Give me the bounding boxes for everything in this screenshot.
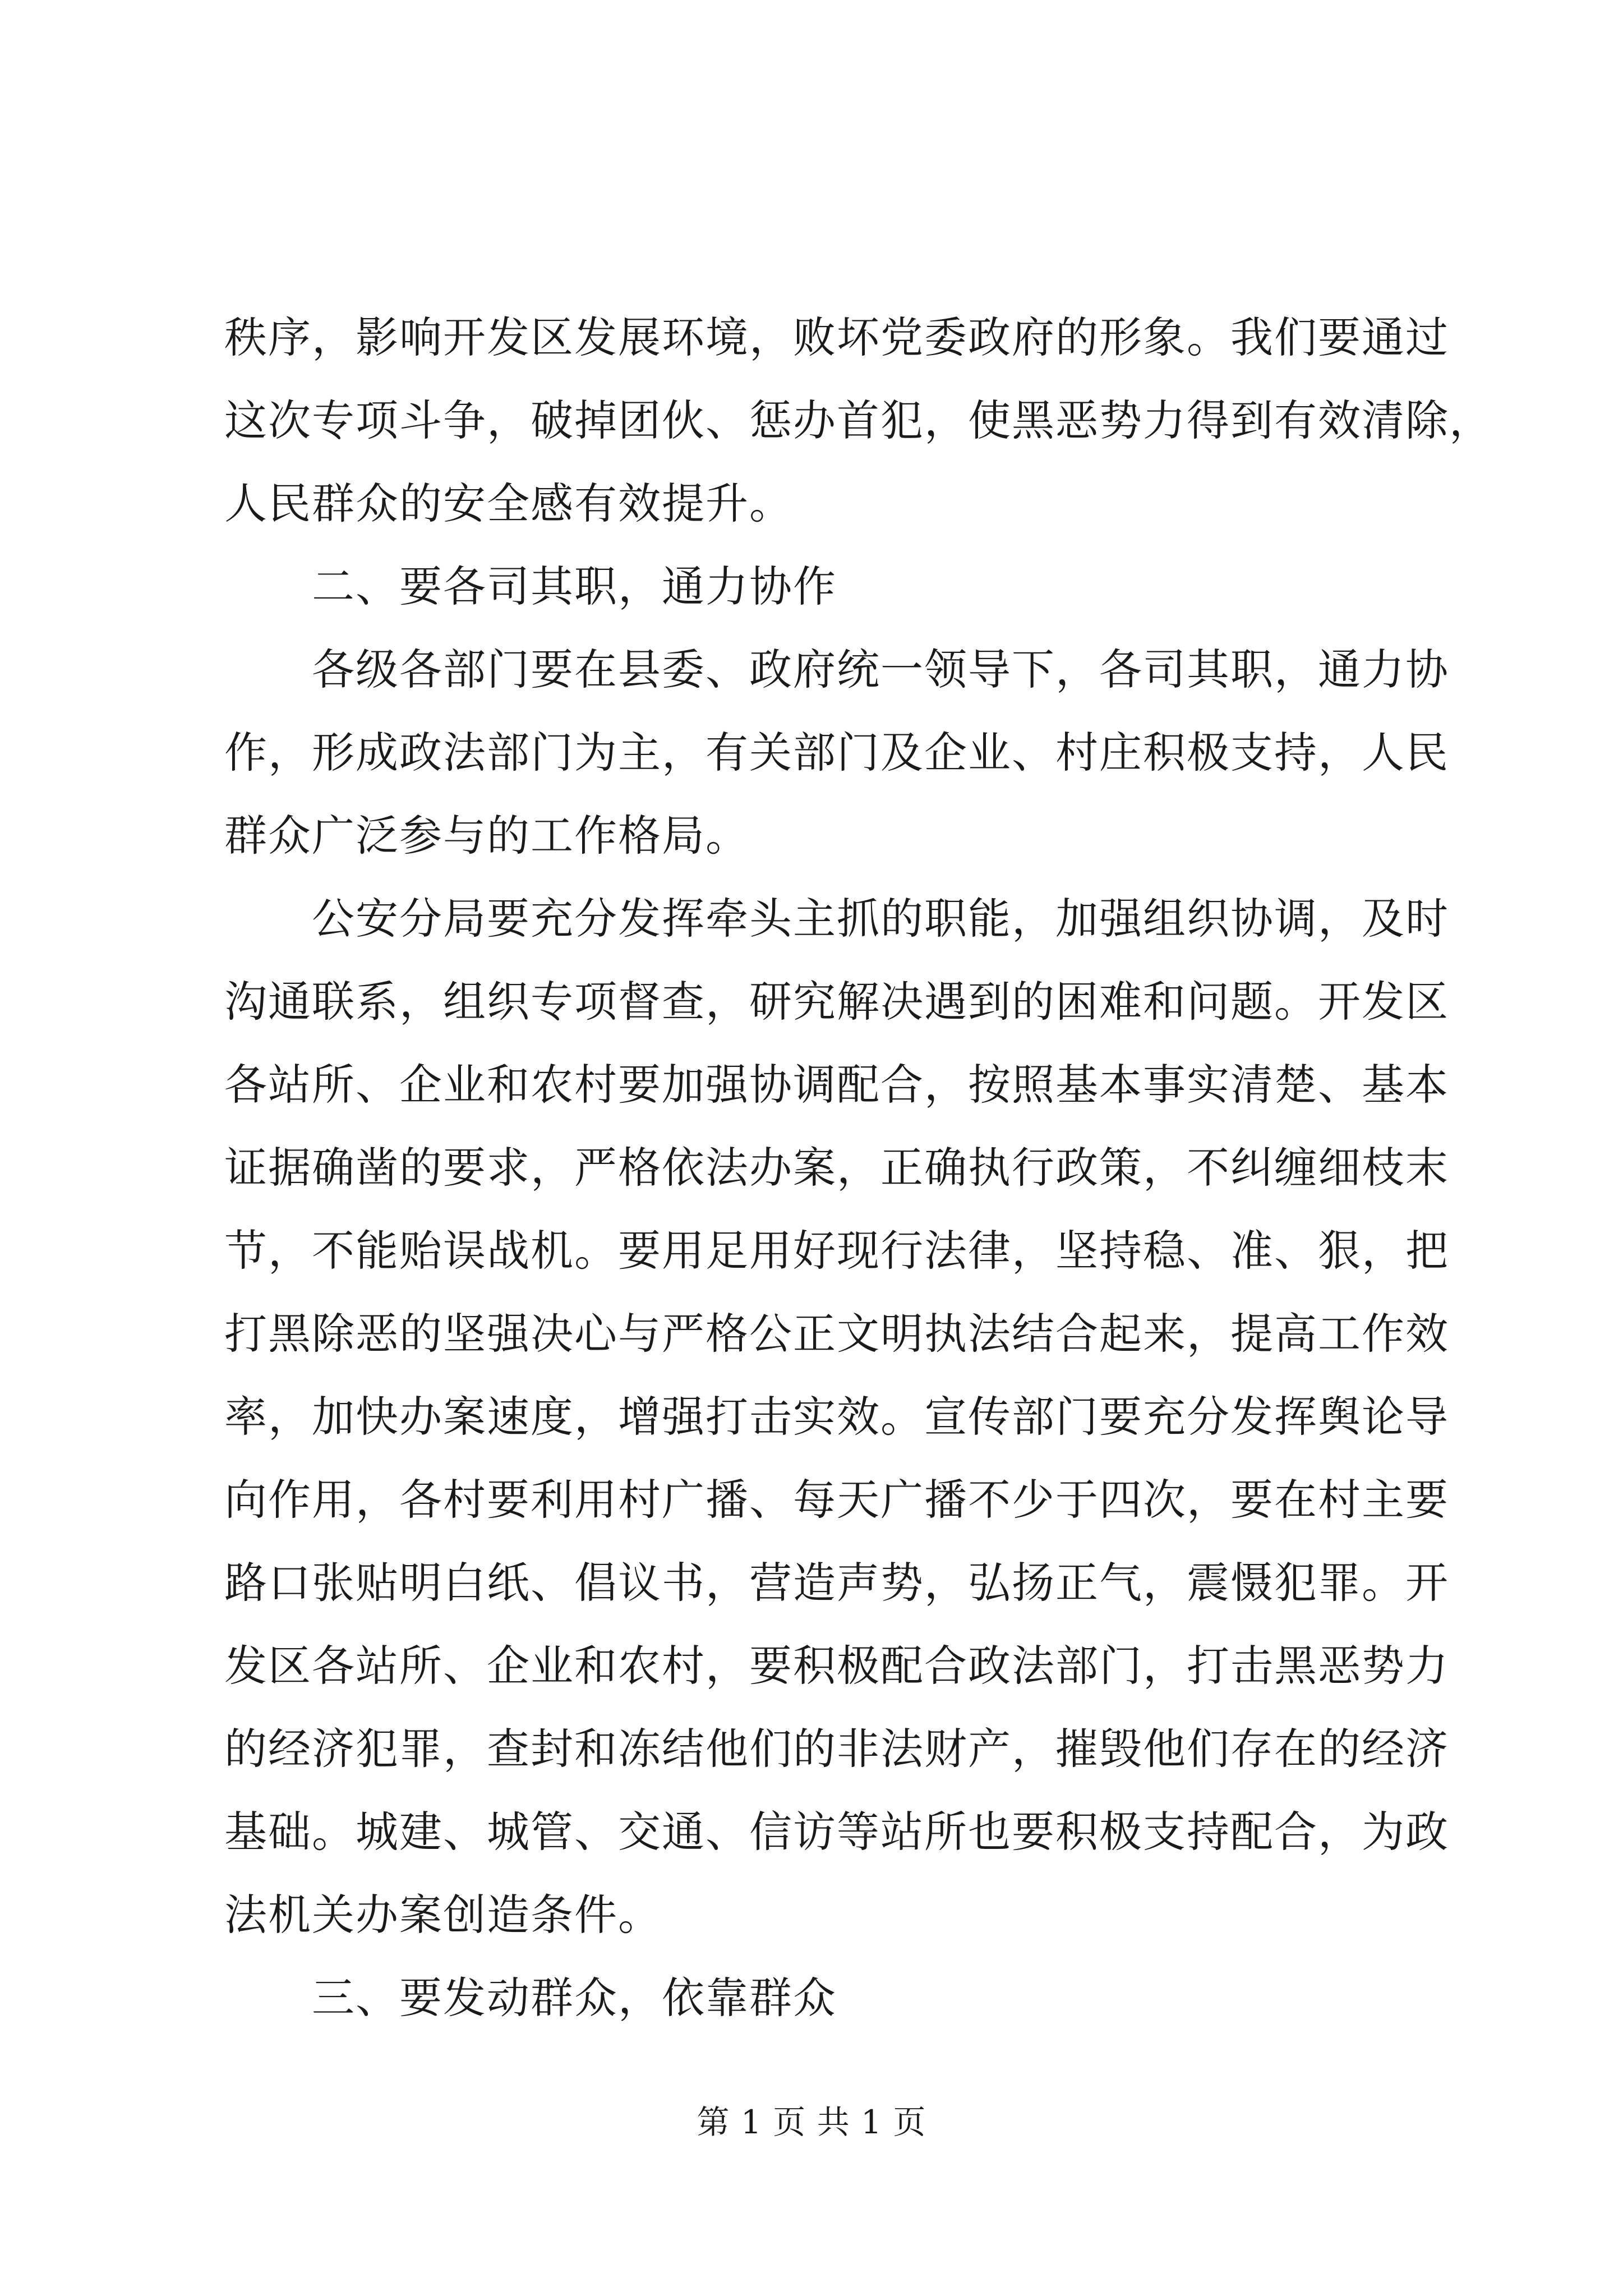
document-body: [224, 296, 1493, 2040]
text-line: 作，形成政法部门为主，有关部门及企业、村庄积极支持，人民: [224, 728, 1449, 777]
text-line: 人民群众的安全感有效提升。: [224, 478, 793, 528]
text-line: 发区各站所、企业和农村，要积极配合政法部门，打击黑恶势力: [224, 1641, 1449, 1691]
text-line: 基础。城建、城管、交通、信访等站所也要积极支持配合，为政: [224, 1807, 1449, 1857]
text-line: 打黑除恶的坚强决心与严格公正文明执法结合起来，提高工作效: [224, 1309, 1449, 1359]
text-line: 向作用，各村要利用村广播、每天广播不少于四次，要在村主要: [224, 1475, 1449, 1525]
text-line: 证据确凿的要求，严格依法办案，正确执行政策，不纠缠细枝末: [224, 1143, 1449, 1193]
text-line: 秩序，影响开发区发展环境，败坏党委政府的形象。我们要通过: [224, 312, 1449, 362]
text-line: 各站所、企业和农村要加强协调配合，按照基本事实清楚、基本: [224, 1060, 1449, 1110]
text-line: 率，加快办案速度，增强打击实效。宣传部门要充分发挥舆论导: [224, 1392, 1449, 1442]
text-line: 法机关办案创造条件。: [224, 1890, 662, 1940]
text-line: 公安分局要充分发挥牵头主抓的职能，加强组织协调，及时: [312, 894, 1449, 944]
text-line: 路口张贴明白纸、倡议书，营造声势，弘扬正气，震慑犯罪。开: [224, 1558, 1449, 1608]
text-line: 群众广泛参与的工作格局。: [224, 811, 749, 861]
text-line: 各级各部门要在县委、政府统一领导下，各司其职，通力协: [312, 645, 1449, 694]
section-heading: 二、要各司其职，通力协作: [312, 562, 837, 611]
text-line: 沟通联系，组织专项督查，研究解决遇到的困难和问题。开发区: [224, 977, 1449, 1027]
section-heading: 三、要发动群众，依靠群众: [312, 1973, 837, 2023]
page-number-footer: 第 1 页 共 1 页: [697, 2103, 926, 2141]
text-line: 节，不能贻误战机。要用足用好现行法律，坚持稳、准、狠，把: [224, 1226, 1449, 1276]
text-line: 的经济犯罪，查封和冻结他们的非法财产，摧毁他们存在的经济: [224, 1724, 1449, 1774]
text-line: 这次专项斗争，破掉团伙、惩办首犯，使黑恶势力得到有效清除，: [224, 395, 1493, 445]
